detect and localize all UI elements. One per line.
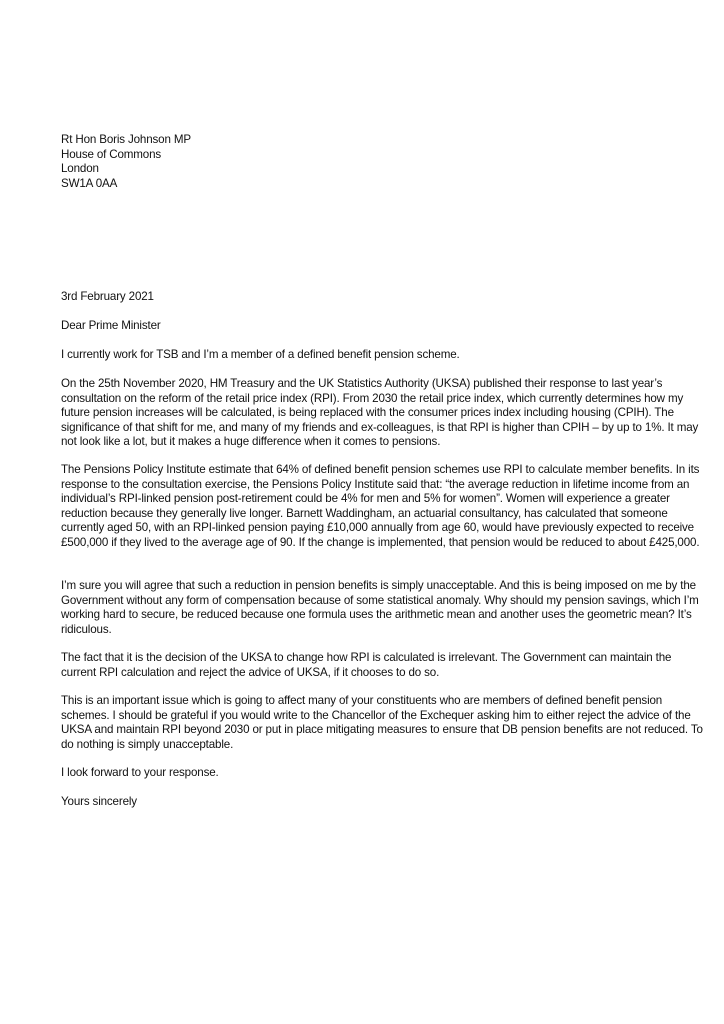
recipient-address bbox=[61, 133, 711, 191]
recipient-organisation: House of Commons bbox=[61, 147, 162, 161]
paragraph-look-forward: I look forward to your response. bbox=[61, 766, 219, 779]
salutation: Dear Prime Minister bbox=[61, 319, 161, 332]
recipient-postcode: SW1A 0AA bbox=[61, 176, 118, 190]
letter-date: 3rd February 2021 bbox=[61, 290, 154, 303]
paragraph-request: This is an important issue which is going to affect many of your constituents who are members of defined benefit pension schemes. I should be grateful if you would write to the Chancellor of the Exchequer asking him to either reject the advice of the UKSA and maintain RPI beyond 2030 or put in place mitigating measures to ensure that DB pension benefits are not reduced. To do nothing is simply unacceptable. bbox=[61, 694, 703, 751]
paragraph-rpi-reform: On the 25th November 2020, HM Treasury and the UK Statistics Authority (UKSA) published their response to last year’s consultation on the reform of the retail price index (RPI). From 2030 the retail price index, which currently determines how my future pension increases will be calculated, is being replaced with the consumer prices index including housing (CPIH). The significance of that shift for me, and many of my friends and ex-colleagues, is that RPI is higher than CPIH – by up to 1%. It may not look like a lot, but it makes a huge difference when it comes to pensions. bbox=[61, 377, 699, 448]
paragraph-intro: I currently work for TSB and I’m a member of a defined benefit pension scheme. bbox=[61, 348, 460, 361]
recipient-name: Rt Hon Boris Johnson MP bbox=[61, 133, 191, 146]
paragraph-uksa-decision: The fact that it is the decision of the UKSA to change how RPI is calculated is irrelevant. The Government can maintain the current RPI calculation and reject the advice of UKSA, if it chooses to do so. bbox=[61, 651, 672, 679]
closing: Yours sincerely bbox=[61, 795, 137, 808]
paragraph-unacceptable: I’m sure you will agree that such a reduction in pension benefits is simply unacceptable. And this is being imposed on me by the Government without any form of compensation because of some statistical anomaly. Why should my pension savings, which I’m working hard to secure, be reduced because one formula uses the arithmetic mean and another uses the geometric mean? It’s ridiculous. bbox=[61, 579, 699, 636]
paragraph-ppi-estimate: The Pensions Policy Institute estimate that 64% of defined benefit pension schemes use RPI to calculate member benefits. In its response to the consultation exercise, the Pensions Policy Institute said that: “the average reduction in lifetime income from an individual’s RPI-linked pension post-retirement could be 4% for men and 5% for women”. Women will experience a greater reduction because they generally live longer. Barnett Waddingham, an actuarial consultancy, has calculated that someone currently aged 50, with an RPI-linked pension paying £10,000 annually from age 60, would have previously expected to receive £500,000 if they lived to the average age of 90. If the change is implemented, that pension would be reduced to about £425,000. bbox=[61, 463, 700, 549]
recipient-city: London bbox=[61, 162, 99, 175]
